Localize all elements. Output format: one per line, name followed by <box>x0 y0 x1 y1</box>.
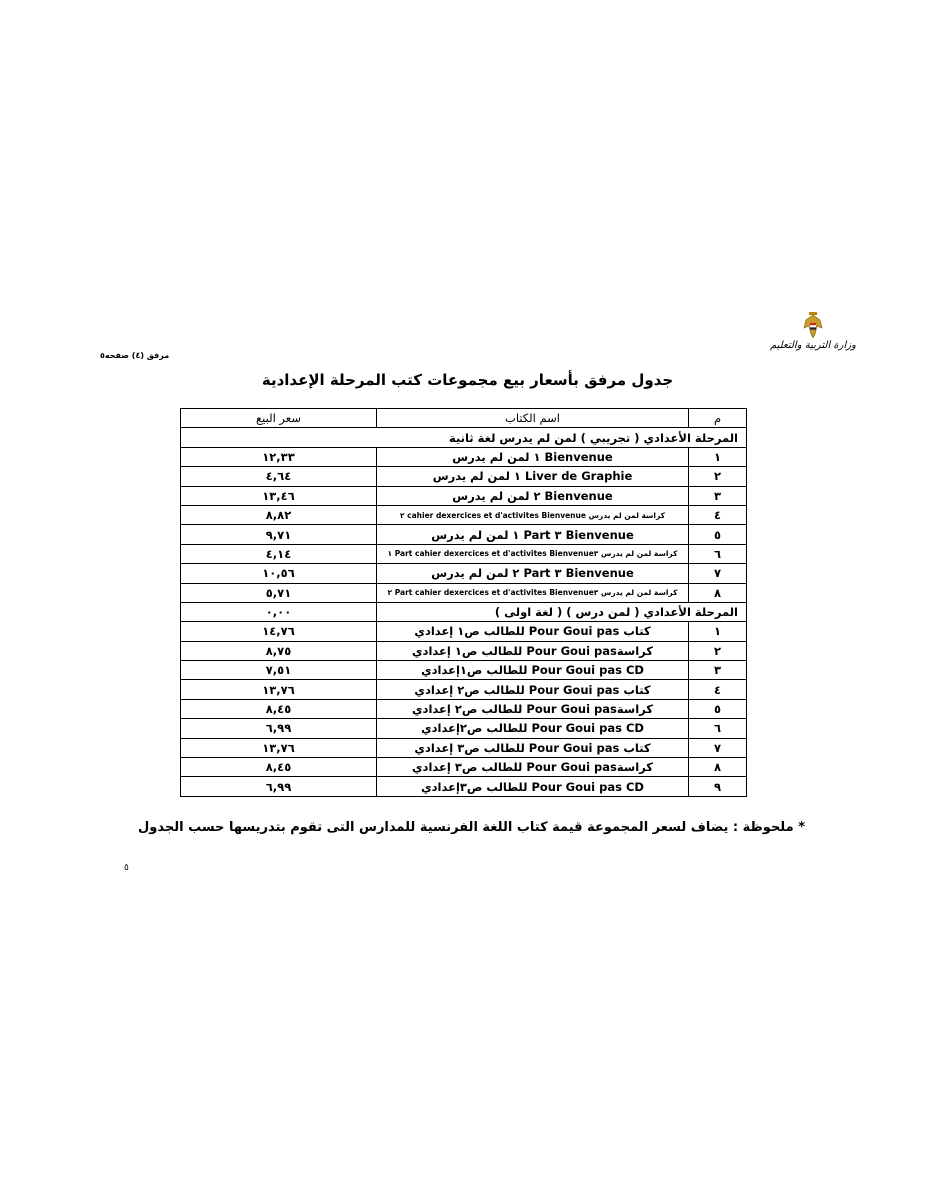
row-number: ٥ <box>689 525 747 544</box>
table-header-row <box>181 409 747 428</box>
book-name: كتاب Pour Goui pas للطالب ص٣ إعدادي <box>377 738 689 757</box>
table-row <box>181 719 747 738</box>
row-number: ٥ <box>689 699 747 718</box>
book-name: Bienvenue ٢ لمن لم يدرس <box>377 486 689 505</box>
row-number: ٨ <box>689 758 747 777</box>
table-row <box>181 680 747 699</box>
book-name: كراسة لمن لم يدرس cahier dexercices et d'activites Bienvenue ٢ <box>377 505 689 524</box>
sale-price: ٧,٥١ <box>181 661 377 680</box>
attachment-reference: مرفق (٤) صفحه٥ <box>100 351 170 360</box>
book-name: كتاب Pour Goui pas للطالب ص١ إعدادي <box>377 622 689 641</box>
ministry-name: وزارة التربية والتعليم <box>770 340 856 351</box>
section-row-first-language <box>181 602 747 621</box>
row-number: ١ <box>689 447 747 466</box>
sale-price: ١٣,٧٦ <box>181 680 377 699</box>
book-name: Bienvenue ١ لمن لم يدرس <box>377 447 689 466</box>
sale-price: ٨,٤٥ <box>181 699 377 718</box>
table-row <box>181 661 747 680</box>
sale-price: ٠,٠٠ <box>181 602 377 621</box>
book-name: Bienvenue ٣ Part ٢ لمن لم يدرس <box>377 564 689 583</box>
row-number: ٨ <box>689 583 747 602</box>
row-number: ٤ <box>689 505 747 524</box>
price-table <box>180 408 747 797</box>
section-title: المرحلة الأعدادي ( لمن درس ) ( لغة اولى ) <box>377 602 747 621</box>
sale-price: ٦,٩٩ <box>181 719 377 738</box>
footnote: * ملحوظة : يضاف لسعر المجموعة قيمة كتاب اللغة الفرنسية للمدارس التى تقوم بتدريسها حسب الجدول <box>137 820 805 835</box>
book-name: كراسةPour Goui pas للطالب ص٣ إعدادي <box>377 758 689 777</box>
table-row <box>181 564 747 583</box>
table-row <box>181 622 747 641</box>
table-row <box>181 641 747 660</box>
row-number: ٣ <box>689 486 747 505</box>
row-number: ٢ <box>689 641 747 660</box>
book-name: Pour Goui pas CD للطالب ص٣إعدادي <box>377 777 689 796</box>
document-title: جدول مرفق بأسعار بيع مجموعات كتب المرحلة الإعدادية <box>261 371 674 389</box>
row-number: ٦ <box>689 544 747 563</box>
sale-price: ١٣,٧٦ <box>181 738 377 757</box>
sale-price: ٥,٧١ <box>181 583 377 602</box>
section-row-experimental <box>181 428 747 447</box>
section-title: المرحلة الأعدادي ( تجريبي ) لمن لم يدرس لغة ثانية <box>181 428 747 447</box>
table-row <box>181 738 747 757</box>
sale-price: ١٢,٣٣ <box>181 447 377 466</box>
book-name: كراسة لمن لم يدرس cahier dexercices et d'activites Bienvenue٣ Part ١ <box>377 544 689 563</box>
table-row <box>181 583 747 602</box>
book-name: كراسةPour Goui pas للطالب ص٢ إعدادي <box>377 699 689 718</box>
book-name: Pour Goui pas CD للطالب ص١إعدادي <box>377 661 689 680</box>
sale-price: ٨,٨٢ <box>181 505 377 524</box>
table-row <box>181 486 747 505</box>
table-row <box>181 505 747 524</box>
sale-price: ٨,٧٥ <box>181 641 377 660</box>
book-name: كراسة لمن لم يدرس cahier dexercices et d'activites Bienvenue٣ Part ٢ <box>377 583 689 602</box>
book-name: كراسةPour Goui pas للطالب ص١ إعدادي <box>377 641 689 660</box>
ministry-logo <box>770 312 856 372</box>
table-row <box>181 544 747 563</box>
book-name: Bienvenue ٣ Part ١ لمن لم يدرس <box>377 525 689 544</box>
sale-price: ٤,١٤ <box>181 544 377 563</box>
table-row <box>181 447 747 466</box>
sale-price: ٦,٩٩ <box>181 777 377 796</box>
sale-price: ١٤,٧٦ <box>181 622 377 641</box>
sale-price: ٨,٤٥ <box>181 758 377 777</box>
row-number: ٩ <box>689 777 747 796</box>
row-number: ١ <box>689 622 747 641</box>
sale-price: ١٠,٥٦ <box>181 564 377 583</box>
table-row <box>181 699 747 718</box>
table-row <box>181 525 747 544</box>
sale-price: ٤,٦٤ <box>181 467 377 486</box>
row-number: ٧ <box>689 564 747 583</box>
sale-price: ٩,٧١ <box>181 525 377 544</box>
header-num: م <box>689 409 747 428</box>
eagle-emblem-icon <box>802 312 824 338</box>
book-name: Liver de Graphie ١ لمن لم يدرس <box>377 467 689 486</box>
header-price: سعر البيع <box>181 409 377 428</box>
header-book-name: اسم الكتاب <box>377 409 689 428</box>
book-name: Pour Goui pas CD للطالب ص٢إعدادي <box>377 719 689 738</box>
book-name: كتاب Pour Goui pas للطالب ص٢ إعدادي <box>377 680 689 699</box>
sale-price: ١٣,٤٦ <box>181 486 377 505</box>
row-number: ٧ <box>689 738 747 757</box>
row-number: ٣ <box>689 661 747 680</box>
table-row <box>181 777 747 796</box>
row-number: ٢ <box>689 467 747 486</box>
table-row <box>181 758 747 777</box>
page-number: ٥ <box>124 863 129 873</box>
table-row <box>181 467 747 486</box>
row-number: ٤ <box>689 680 747 699</box>
row-number: ٦ <box>689 719 747 738</box>
